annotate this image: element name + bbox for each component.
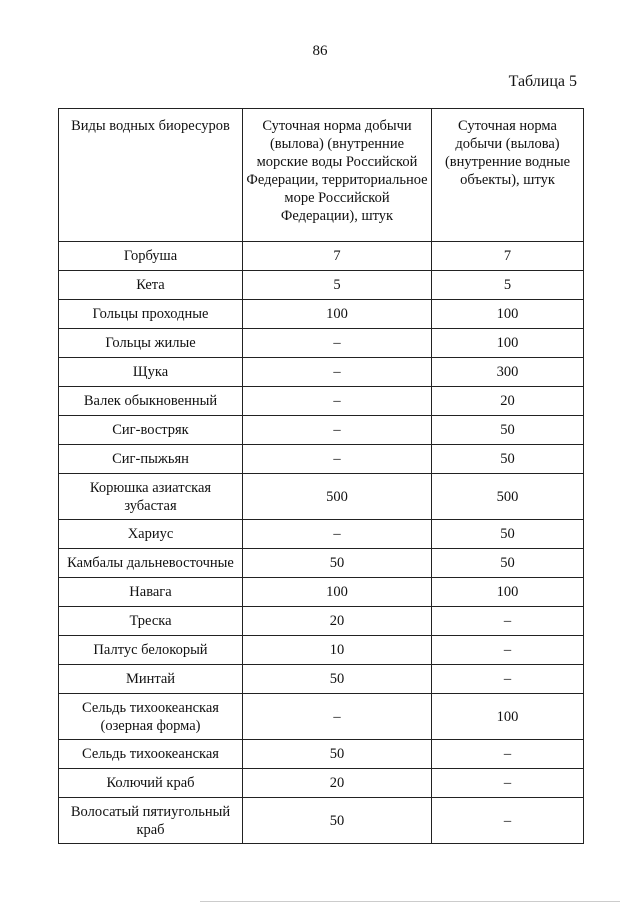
table-row xyxy=(59,300,584,329)
sea-quota-cell: 50 xyxy=(243,665,432,694)
species-cell: Горбуша xyxy=(59,242,243,271)
species-cell: Колючий краб xyxy=(59,769,243,798)
table-row xyxy=(59,694,584,740)
sea-quota-cell: 50 xyxy=(243,798,432,844)
table-row xyxy=(59,242,584,271)
sea-quota-cell: 100 xyxy=(243,300,432,329)
species-cell: Треска xyxy=(59,607,243,636)
sea-quota-cell: – xyxy=(243,694,432,740)
species-cell: Волосатый пятиугольный краб xyxy=(59,798,243,844)
inland-quota-cell: – xyxy=(432,740,584,769)
species-cell: Валек обыкновенный xyxy=(59,387,243,416)
inland-quota-cell: 100 xyxy=(432,329,584,358)
inland-quota-cell: 50 xyxy=(432,445,584,474)
table-row xyxy=(59,445,584,474)
inland-quota-cell: – xyxy=(432,798,584,844)
header-inland-quota: Суточная норма добычи (вылова) (внутренние водные объекты), штук xyxy=(432,109,584,242)
sea-quota-cell: – xyxy=(243,416,432,445)
header-species: Виды водных биоресуров xyxy=(59,109,243,242)
table-row xyxy=(59,387,584,416)
sea-quota-cell: 50 xyxy=(243,740,432,769)
species-cell: Сельдь тихоокеанская xyxy=(59,740,243,769)
species-cell: Палтус белокорый xyxy=(59,636,243,665)
table-row xyxy=(59,329,584,358)
sea-quota-cell: 7 xyxy=(243,242,432,271)
sea-quota-cell: – xyxy=(243,358,432,387)
sea-quota-cell: – xyxy=(243,387,432,416)
catch-quota-table xyxy=(58,108,584,844)
sea-quota-cell: – xyxy=(243,520,432,549)
scan-edge-line xyxy=(200,901,620,902)
inland-quota-cell: – xyxy=(432,636,584,665)
sea-quota-cell: 20 xyxy=(243,607,432,636)
table-row xyxy=(59,520,584,549)
table-caption: Таблица 5 xyxy=(508,73,577,90)
species-cell: Кета xyxy=(59,271,243,300)
page-number: 86 xyxy=(312,43,328,59)
sea-quota-cell: – xyxy=(243,329,432,358)
table-row xyxy=(59,271,584,300)
table-header-row xyxy=(59,109,584,242)
table-row xyxy=(59,769,584,798)
species-cell: Навага xyxy=(59,578,243,607)
species-cell: Хариус xyxy=(59,520,243,549)
inland-quota-cell: 50 xyxy=(432,549,584,578)
table-row xyxy=(59,416,584,445)
species-cell: Корюшка азиатская зубастая xyxy=(59,474,243,520)
inland-quota-cell: 100 xyxy=(432,694,584,740)
table-body xyxy=(59,242,584,844)
sea-quota-cell: 50 xyxy=(243,549,432,578)
sea-quota-cell: 10 xyxy=(243,636,432,665)
inland-quota-cell: 5 xyxy=(432,271,584,300)
table-row xyxy=(59,578,584,607)
sea-quota-cell: – xyxy=(243,445,432,474)
table-row xyxy=(59,636,584,665)
table-row xyxy=(59,549,584,578)
table-row xyxy=(59,665,584,694)
species-cell: Гольцы жилые xyxy=(59,329,243,358)
sea-quota-cell: 500 xyxy=(243,474,432,520)
inland-quota-cell: – xyxy=(432,665,584,694)
species-cell: Минтай xyxy=(59,665,243,694)
species-cell: Гольцы проходные xyxy=(59,300,243,329)
inland-quota-cell: 50 xyxy=(432,416,584,445)
table-row xyxy=(59,740,584,769)
table-row xyxy=(59,474,584,520)
inland-quota-cell: 500 xyxy=(432,474,584,520)
sea-quota-cell: 100 xyxy=(243,578,432,607)
header-sea-quota: Суточная норма добычи (вылова) (внутренние морские воды Российской Федерации, территориальное море Российской Федерации), штук xyxy=(243,109,432,242)
inland-quota-cell: 7 xyxy=(432,242,584,271)
inland-quota-cell: 50 xyxy=(432,520,584,549)
table-row xyxy=(59,798,584,844)
table-row xyxy=(59,607,584,636)
species-cell: Камбалы дальневосточные xyxy=(59,549,243,578)
sea-quota-cell: 5 xyxy=(243,271,432,300)
species-cell: Сиг-востряк xyxy=(59,416,243,445)
inland-quota-cell: 300 xyxy=(432,358,584,387)
inland-quota-cell: – xyxy=(432,607,584,636)
inland-quota-cell: 100 xyxy=(432,578,584,607)
sea-quota-cell: 20 xyxy=(243,769,432,798)
inland-quota-cell: 20 xyxy=(432,387,584,416)
inland-quota-cell: – xyxy=(432,769,584,798)
table-row xyxy=(59,358,584,387)
species-cell: Щука xyxy=(59,358,243,387)
species-cell: Сельдь тихоокеанская (озерная форма) xyxy=(59,694,243,740)
species-cell: Сиг-пыжьян xyxy=(59,445,243,474)
inland-quota-cell: 100 xyxy=(432,300,584,329)
